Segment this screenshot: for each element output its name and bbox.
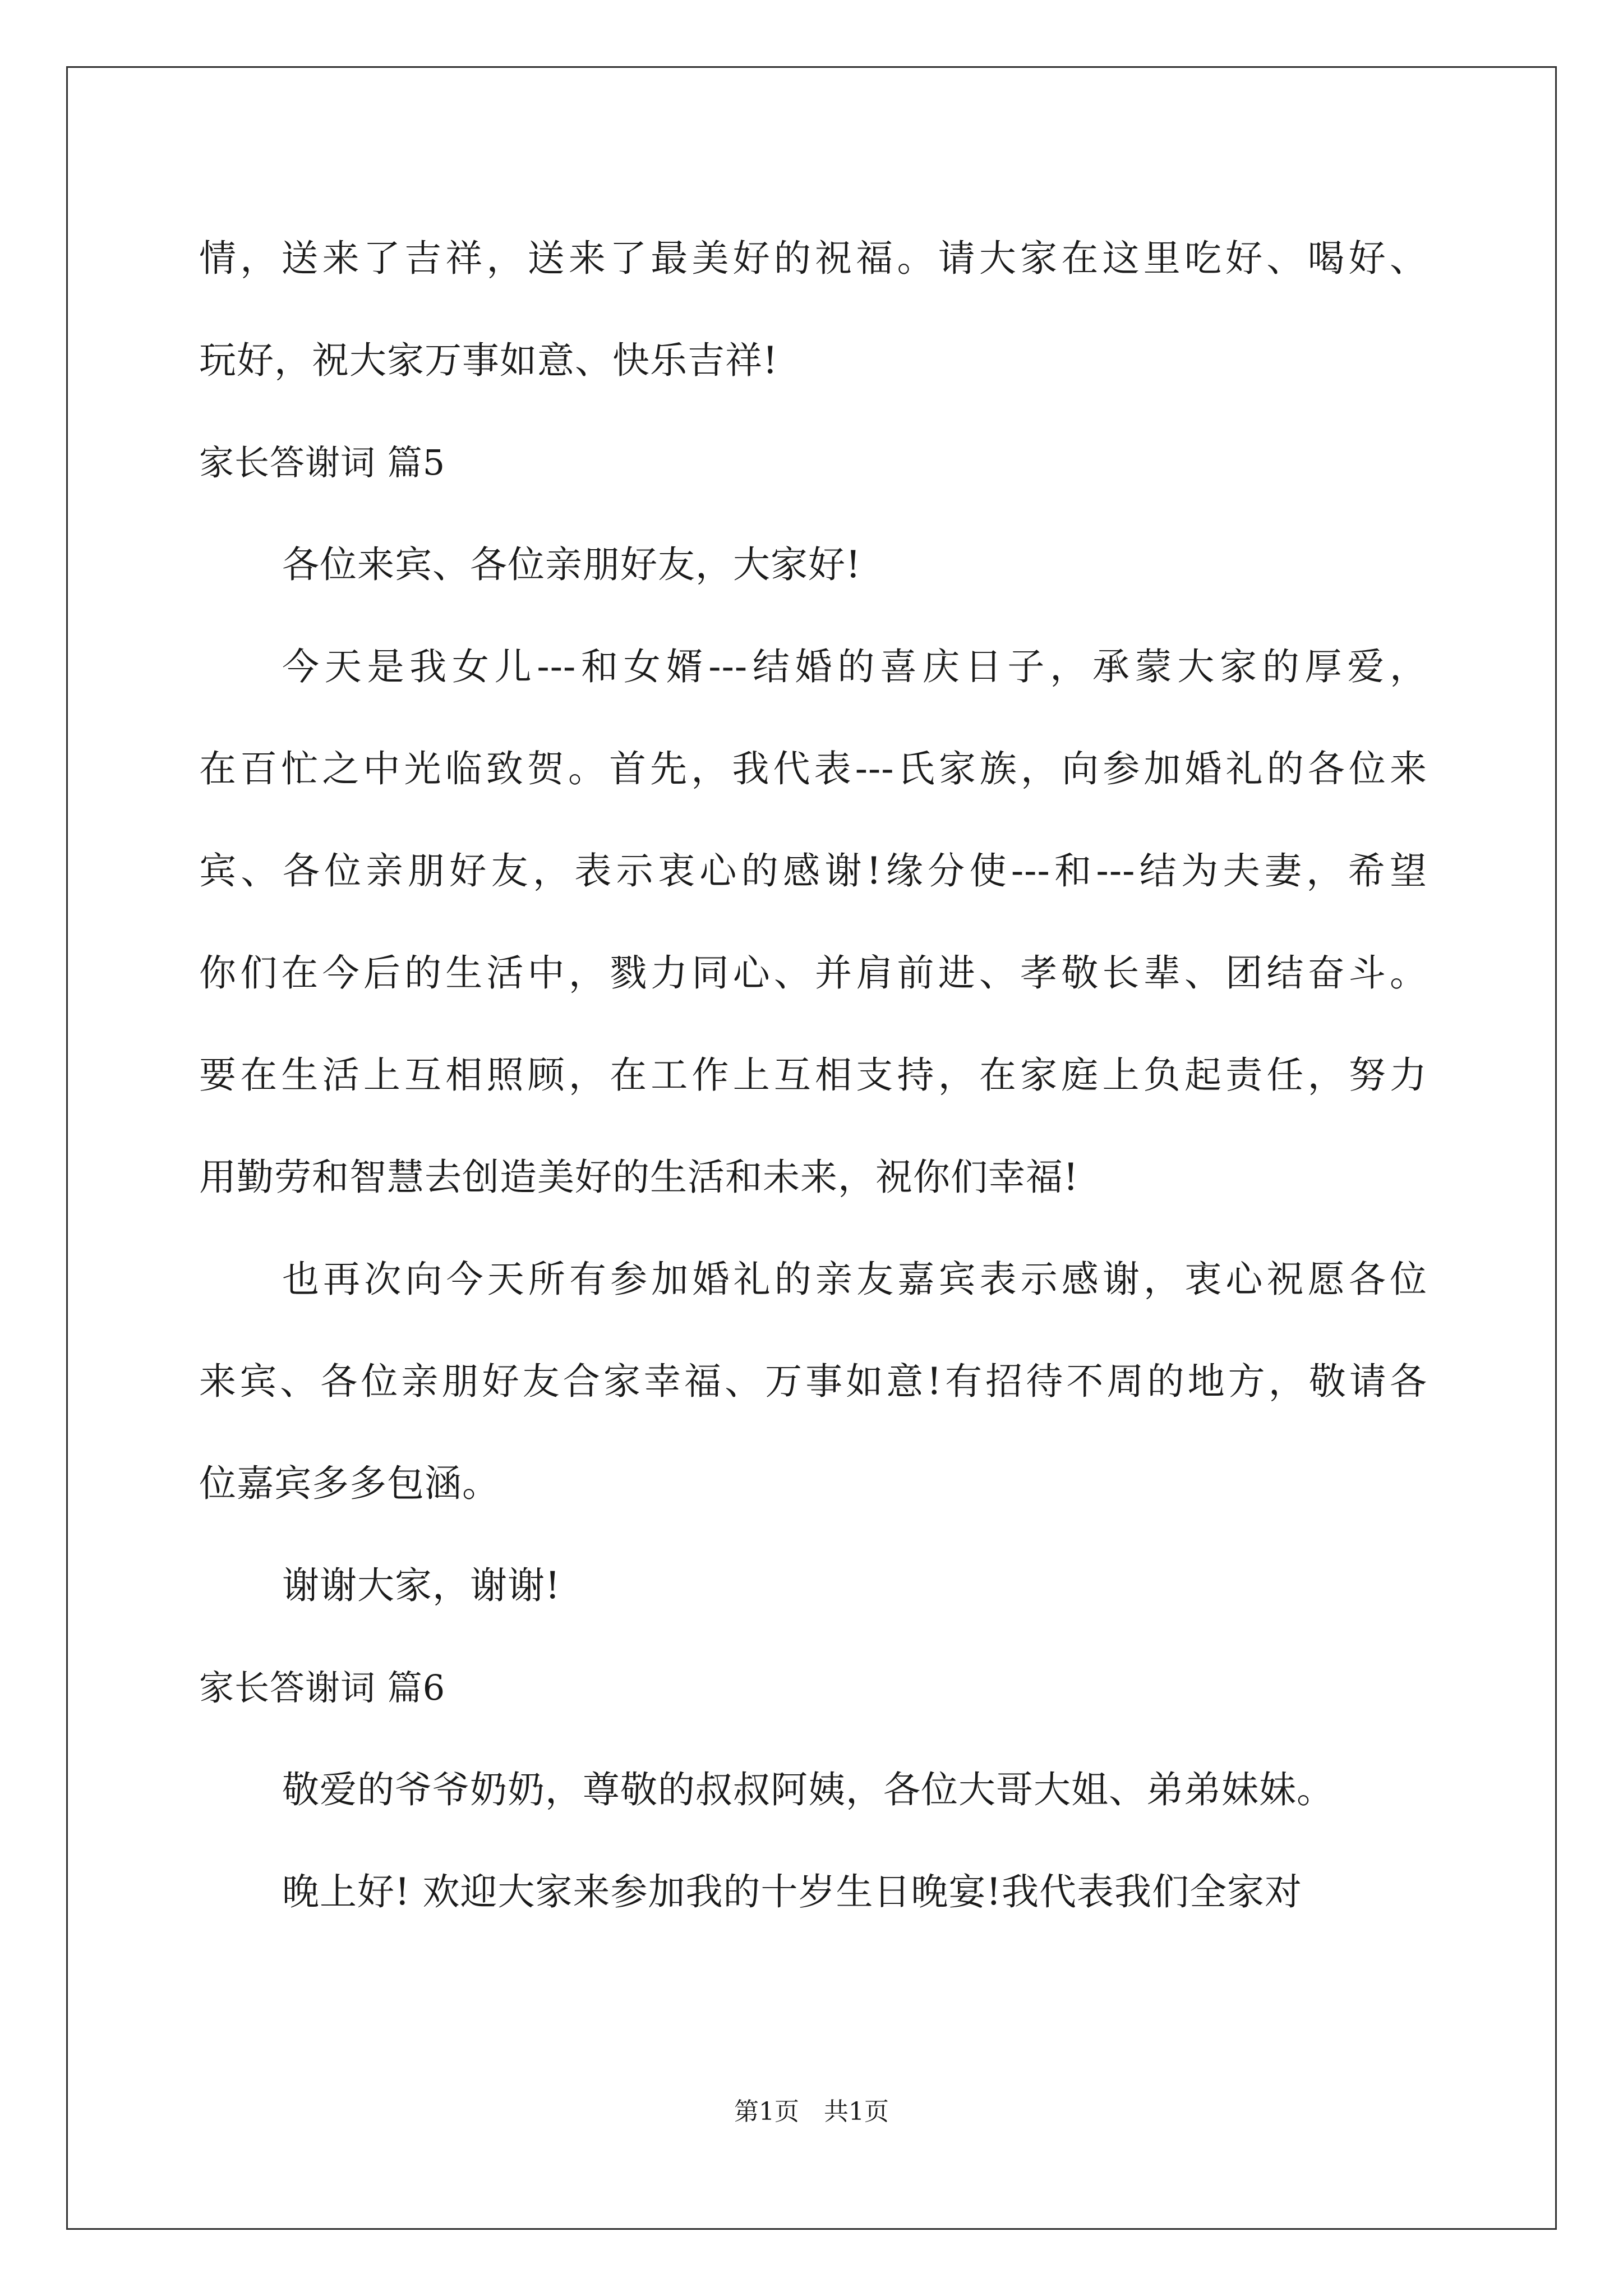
text-line: 情，送来了吉祥，送来了最美好的祝福。请大家在这里吃好、喝好、 bbox=[199, 237, 1427, 280]
text-line: 各位来宾、各位亲朋好友，大家好! bbox=[282, 543, 861, 586]
paragraph-greeting bbox=[199, 514, 1427, 616]
section-heading: 家长答谢词 篇6 bbox=[199, 1667, 446, 1708]
text-line: 今天是我女儿---和女婿---结婚的喜庆日子，承蒙大家的厚爱， bbox=[282, 645, 1427, 688]
text-line: 敬爱的爷爷奶奶，尊敬的叔叔阿姨，各位大哥大姐、弟弟妹妹。 bbox=[282, 1768, 1334, 1811]
text-line: 在百忙之中光临致贺。首先，我代表---氏家族，向参加婚礼的各位来 bbox=[199, 747, 1427, 790]
text-line: 来宾、各位亲朋好友合家幸福、万事如意!有招待不周的地方，敬请各 bbox=[199, 1360, 1427, 1403]
paragraph-salutation bbox=[199, 1739, 1427, 1841]
text-line: 晚上好! 欢迎大家来参加我的十岁生日晚宴!我代表我们全家对 bbox=[282, 1870, 1303, 1913]
paragraph-main bbox=[199, 616, 1427, 1228]
document-body bbox=[199, 208, 1427, 1943]
paragraph-continuation bbox=[199, 208, 1427, 412]
text-line: 用勤劳和智慧去创造美好的生活和未来，祝你们幸福! bbox=[199, 1156, 1079, 1199]
section-heading: 家长答谢词 篇5 bbox=[199, 442, 446, 483]
text-line: 要在生活上互相照顾，在工作上互相支持，在家庭上负起责任，努力 bbox=[199, 1053, 1427, 1097]
text-line: 位嘉宾多多包涵。 bbox=[199, 1462, 500, 1505]
paragraph-opening bbox=[199, 1841, 1427, 1943]
paragraph-closing bbox=[199, 1535, 1427, 1637]
text-line: 也再次向今天所有参加婚礼的亲友嘉宾表示感谢，衷心祝愿各位 bbox=[282, 1258, 1427, 1301]
text-line: 宾、各位亲朋好友，表示衷心的感谢!缘分使---和---结为夫妻，希望 bbox=[199, 849, 1427, 892]
text-line: 你们在今后的生活中，戮力同心、并肩前进、孝敬长辈、团结奋斗。 bbox=[199, 951, 1427, 995]
text-line: 谢谢大家，谢谢! bbox=[282, 1564, 561, 1607]
page-footer: 第1页 共1页 bbox=[734, 2097, 889, 2126]
text-line: 玩好，祝大家万事如意、快乐吉祥! bbox=[199, 339, 778, 382]
paragraph-thanks bbox=[199, 1228, 1427, 1535]
